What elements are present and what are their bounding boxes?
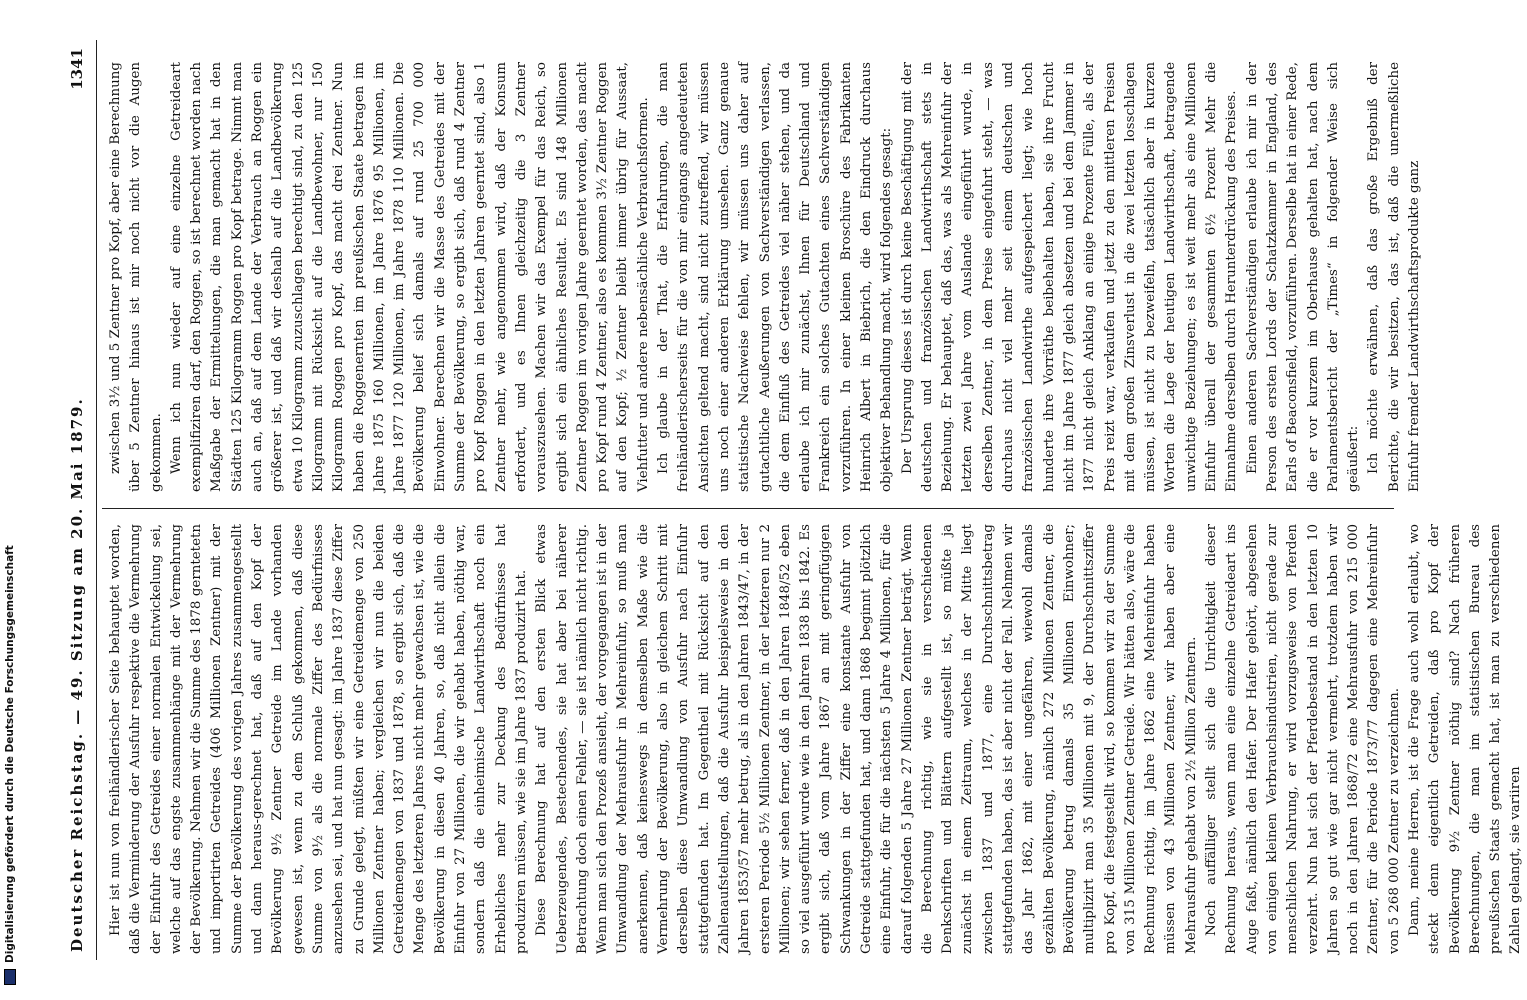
paragraph: Der Ursprung dieses ist durch keine Beschäftigung mit der deutschen und französischen Landwirthschaft stets in Beziehung. Er behauptet, daß das, was als Mehreinfuhr der letzten zwei Jahre vom Auslande eingeführt wurde, in derselben Zentner, in dem Preise eingefuhrt steht, — was durchaus nicht viel mehr seit einem deutschen und französischen Landwirthe aufgespeichert liegt; wie hoch hunderte ihre Vorräthe beibehalten haben, sie ihre Frucht nicht im Jahre 1877 gleich absetzen und bei dem Jammer in 1877 nicht gleich Anklang an einige Prozente Fülle, als der Preis reizt war, verkaufen und jetzt zu den mittleren Preisen mit dem großen Zinsverlust in die zwei letzten losschlagen müssen, ist nicht zu bezweifeln, tatsächlich aber in kurzen Worten die Lage der heutigen Landwirthschaft, betragende unwichtige Beziehungen; es ist weit mehr als eine Millionen Einfuhr überall der gesammten 6½ Prozent Mehr die Einnahme derselben durch Herunterdrückung des Preises. xyxy=(899,62,1240,492)
right-column xyxy=(106,62,1422,492)
left-column xyxy=(106,524,1524,954)
page-header xyxy=(58,40,98,960)
column-divider xyxy=(102,508,1394,509)
paragraph: zwischen 3½ und 5 Zentner pro Kopf, aber eine Berechnung über 5 Zentner hinaus ist mir noch nicht vor die Augen gekommen. xyxy=(108,62,164,492)
header-rule xyxy=(96,40,97,960)
digitization-credit xyxy=(4,545,16,985)
paragraph: Dann, meine Herren, ist die Frage auch wohl erlaubt, wo steckt denn eigentlich Getreiden, daß pro Kopf der Bevölkerung 9½ Zentner nöthig sind? Nach früheren Berechnungen, die man im statistischen Bureau des preußischen Staats gemacht hat, ist man zu verschiedenen Zahlen gelangt, sie variiren xyxy=(1407,524,1524,954)
paragraph: Hier ist nun von freihändlerischer Seite behauptet worden, daß die Verminderung der Ausfuhr respektive die Vermehrung der Einfuhr des Getreides einer normalen Entwickelung sei, welche auf das engste zusammenhänge mit der Vermehrung der Bevölkerung. Nehmen wir die Summe des 1878 gerntetetn und importirten Getreides (406 Millionen Zentner) mit der Summe der Bevölkerung des vorigen Jahres zusammengestellt und dann heraus-gerechnet hat, daß auf den Kopf der Bevölkerung 9½ Zentner Getreide im Lande vorhanden gewesen ist, wenn zu dem Schluß gekommen, daß diese Summe von 9½ als die normale Ziffer des Bedürfnisses anzusehen sei, und hat nun gesagt: im Jahre 1837 diese Ziffer zu Grunde gelegt, müßten wir eine Getreidemenge von 250 Millionen Zentner haben; vergleichen wir nun die beiden Getreidemengen von 1837 und 1878, so ergibt sich, daß die Menge des letzteren Jahres nicht mehr gewachsen ist, wie die Bevölkerung in diesen 40 Jahren, so, daß nicht allein die Einfuhr von 27 Millionen, die wir gehabt haben, nöthig war, sondern daß die einheimische Landwirthschaft noch ein Erhebliches mehr zur Deckung des Bedürfnisses hat produziren müssen, wie sie im Jahre 1837 produzirt hat. xyxy=(108,524,529,954)
paragraph: Diese Berechnung hat auf den ersten Blick etwas Ueberzeugendes, Bestechendes, sie hat aber bei näherer Betrachtung doch einen Fehler, — sie ist nämlich nicht richtig. Wenn man sich den Prozeß ansieht, der vorgegangen ist in der Umwandlung der Mehrausfuhr in Mehreinfuhr, so muß man anerkennen, daß keineswegs in demselben Maße wie die Vermehrung der Bevölkerung, also in gleichem Schritt mit derselben diese Umwandlung von Ausfuhr nach Einfuhr stattgefunden hat. Im Gegentheil mit Rücksicht auf den Zahlenaufstellungen, daß die Ausfuhr beispielsweise in den Jahren 1853/57 mehr betrug, als in den Jahren 1843/47, in der ersteren Periode 5½ Millionen Zentner, in der letzteren nur 2 Millionen; wir sehen ferner, daß in den Jahren 1848/52 eben so viel ausgeführt wurde wie in den Jahren 1838 bis 1842. Es ergibt sich, daß vom Jahre 1867 an mit geringfügigen Schwankungen in der Ziffer eine konstante Ausfuhr von Getreide stattgefunden hat, und dann 1868 beginnt plötzlich eine Einfuhr, die für die nächsten 5 Jahre 4 Millionen, für die darauf folgenden 5 Jahre 27 Millionen Zentner beträgt. Wenn die Berechnung richtig, wie sie in verschiedenen Denkschriften und Blättern aufgestellt ist, so müßte ja zunächst in einem Zeitraum, welches in der Mitte liegt zwischen 1837 und 1877, eine Durchschnittsbetrag stattgefunden haben, das ist aber nicht der Fall. Nehmen wir das Jahr 1862, mit einer ungefähren, wiewohl damals gezählten Bevölkerung, nämlich 272 Millionen Zentner, die Bevölkerung betrug damals 35 Millionen Einwohner; multiplizirt man 35 Millionen mit 9, der Durchschnittsziffer pro Kopf, die festgestellt wird, so kommen wir zu der Summe von 315 Millionen Zentner Getreide. Wir hätten also, wäre die Rechnung richtig, im Jahre 1862 eine Mehreinfuhr haben müssen von 43 Millionen Zentner, wir haben aber eine Mehrausfuhr gehabt von 2½ Million Zentnern. xyxy=(534,524,1199,954)
dfg-logo-icon xyxy=(4,969,16,985)
paragraph: Noch auffälliger stellt sich die Unrichtigkeit dieser Rechnung heraus, wenn man eine einzelne Getreideart ins Auge faßt, nämlich den Hafer. Der Hafer gehört, abgesehen von einigen kleinen Verbrauchsindustrien, nicht gerade zur menschlichen Nahrung, er wird vorzugsweise von Pferden verzehrt. Nun hat sich der Pferdebestand in den letzten 10 Jahren so gut wie gar nicht vermehrt, trotzdem haben wir noch in den Jahren 1868/72 eine Mehrausfuhr von 215 000 Zentner, für die Periode 1873/77 dagegen eine Mehreinfuhr von 5 268 000 Zentner zu verzeichnen. xyxy=(1204,524,1402,954)
running-header: Deutscher Reichstag. — 49. Sitzung am 20. Mai 1879. xyxy=(68,397,86,952)
paragraph: Wenn ich nun wieder auf eine einzelne Getreideart exemplifiziren darf, den Roggen, so ist berechnet worden nach Maßgabe der Ermittelungen, die man gemacht hat in den Städten 125 Kilogramm Roggen pro Kopf betrage. Nimmt man auch an, daß auf dem Lande der Verbrauch an Roggen ein größerer ist, und daß wir deshalb auf die Landbevölkerung etwa 10 Kilogramm zuzuschlagen berechtigt sind, zu den 125 Kilogramm mit Rücksicht auf die Landbewohner, nur 150 Kilogramm Roggen pro Kopf, das macht drei Zentner. Nun haben die Roggenernten im preußischen Staate betragen im Jahre 1875 160 Millionen, im Jahre 1876 95 Millionen, im Jahre 1877 120 Millionen, im Jahre 1878 110 Millionen. Die Bevölkerung belief sich damals auf rund 25 700 000 Einwohner. Berechnen wir die Masse des Getreides mit der Summe der Bevölkerung, so ergibt sich, daß rund 4 Zentner pro Kopf Roggen in den letzten Jahren geerntet sind, also 1 Zentner mehr, wie angenommen wird, daß der Konsum erfordert, und es Ihnen gleichzeitig die 3 Zentner vorauszusehen. Machen wir das Exempel für das Reich, so ergibt sich ein ähnliches Resultat. Es sind 148 Millionen Zentner Roggen im vorigen Jahre geerntet worden, das macht pro Kopf rund 4 Zentner, also es kommen 3½ Zentner Roggen auf den Kopf; ½ Zentner bleibt immer übrig für Aussaat, Viehfutter und andere nebensächliche Verbrauchsformen. xyxy=(168,62,651,492)
paragraph: Einen anderen Sachverständigen erlaube ich mir in der Person des ersten Lords der Schatzkammer in England, des Earls of Beaconsfield, vorzuführen. Derselbe hat in einer Rede, die er vor kurzem im Oberhause gehalten hat, nach dem Parlamentsbericht der „Times“ in folgender Weise sich geäußert: xyxy=(1244,62,1362,492)
credit-text: Digitalisierung gefördert durch die Deutsche Forschungsgemeinschaft xyxy=(4,545,16,963)
paragraph: Ich möchte erwähnen, daß das große Ergebniß der Berichte, die wir besitzen, das ist, daß die unermeßliche Einfuhr fremder Landwirthschaftsprodukte ganz xyxy=(1366,62,1422,492)
document-page xyxy=(58,40,1524,960)
paragraph: Ich glaube in der That, die Erfahrungen, die man freihändlerischerseits für die von mir eingangs angedeuteten Ansichten geltend macht, sind nicht zutreffend, wir müssen uns noch einer anderen Erklärung umsehen. Ganz genaue statistische Nachweise fehlen, wir müssen uns daher auf gutachtliche Aeußerungen von Sachverständigen verlassen, die dem Einfluß des Getreides viel näher stehen, und da erlaube ich mir zunächst, Ihnen für Deutschland und Frankreich ein solches Gutachten eines Sachverständigen vorzuführen. In einer kleinen Broschüre des Fabrikanten Heinrich Albert in Biebrich, die den Eindruck durchaus objektiver Behandlung macht, wird folgendes gesagt: xyxy=(656,62,895,492)
page-number: 1341 xyxy=(68,48,86,90)
